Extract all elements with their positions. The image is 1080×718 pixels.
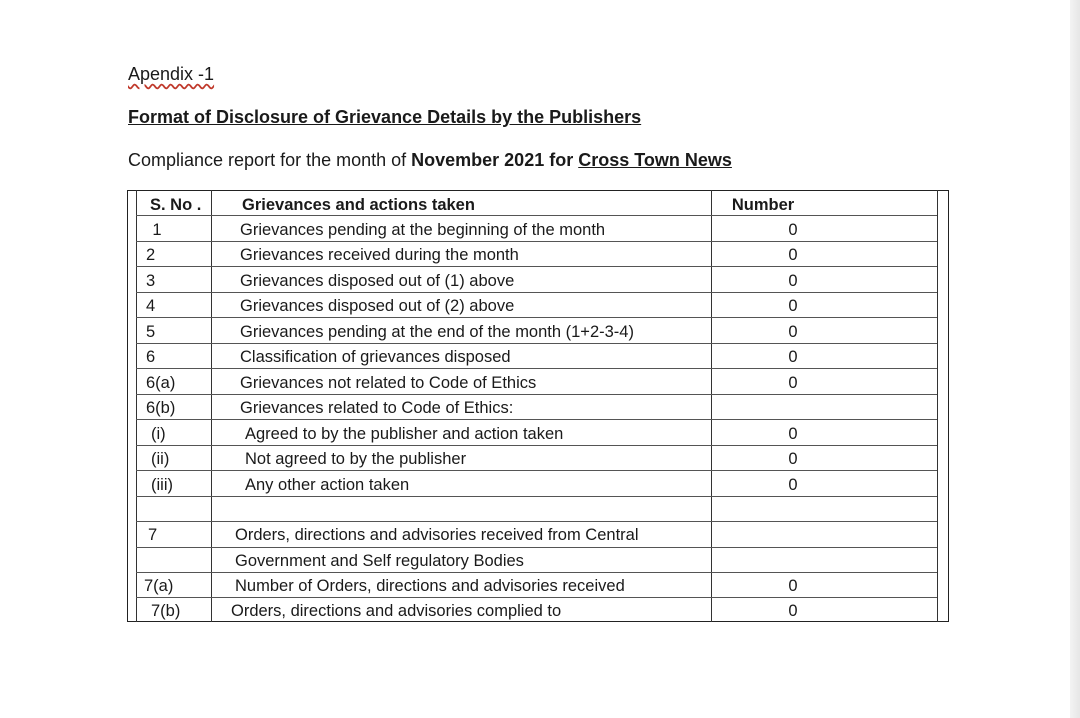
row-line	[136, 445, 937, 446]
row-6a-num: 0	[788, 374, 798, 392]
row-4-desc: Grievances disposed out of (2) above	[240, 297, 515, 315]
row-7-desc: Orders, directions and advisories received from Central	[235, 526, 639, 544]
row-6a-desc: Grievances not related to Code of Ethics	[240, 374, 537, 392]
row-line	[136, 496, 937, 497]
row-5-sno: 5	[146, 323, 156, 341]
row-line	[136, 343, 937, 344]
row-7a-desc: Number of Orders, directions and advisories received	[235, 577, 625, 595]
row-6b-ii-sno: (ii)	[151, 450, 170, 468]
row-line	[136, 547, 937, 548]
row-line	[136, 368, 937, 369]
row-line	[136, 266, 937, 267]
row-1-num: 0	[788, 221, 798, 239]
row-5-num: 0	[788, 323, 798, 341]
row-6b-iii-sno: (iii)	[151, 476, 173, 494]
row-line	[136, 521, 937, 522]
row-6-sno: 6	[146, 348, 156, 366]
row-7-sno: 7	[148, 526, 158, 544]
col-divider-inner-right	[937, 190, 938, 622]
row-1-sno: 1	[152, 221, 162, 239]
row-6-num: 0	[788, 348, 798, 366]
row-2-desc: Grievances received during the month	[240, 246, 519, 264]
row-5-desc: Grievances pending at the end of the month (1+2-3-4)	[240, 323, 634, 341]
row-7b-num: 0	[788, 602, 798, 620]
row-7a-sno: 7(a)	[144, 577, 174, 595]
header-description: Grievances and actions taken	[242, 196, 475, 214]
compliance-month: November 2021 for	[411, 150, 579, 170]
row-7b-desc: Orders, directions and advisories complied to	[231, 602, 562, 620]
row-line	[136, 241, 937, 242]
row-line	[136, 394, 937, 395]
row-3-num: 0	[788, 272, 798, 290]
row-6b-i-desc: Agreed to by the publisher and action taken	[245, 425, 564, 443]
row-4-num: 0	[788, 297, 798, 315]
row-6b-i-num: 0	[788, 425, 798, 443]
row-6b-desc: Grievances related to Code of Ethics:	[240, 399, 514, 417]
row-6b-ii-num: 0	[788, 450, 798, 468]
row-1-desc: Grievances pending at the beginning of the month	[240, 221, 606, 239]
row-3-sno: 3	[146, 272, 156, 290]
compliance-prefix: Compliance report for the month of	[128, 150, 412, 170]
publisher-name: Cross Town News	[578, 150, 732, 170]
row-4-sno: 4	[146, 297, 156, 315]
row-2-num: 0	[788, 246, 798, 264]
appendix-label: Apendix -1	[128, 64, 215, 84]
row-line	[136, 572, 937, 573]
row-7-desc-cont: Government and Self regulatory Bodies	[235, 552, 524, 570]
row-3-desc: Grievances disposed out of (1) above	[240, 272, 515, 290]
header-sno: S. No .	[150, 196, 202, 214]
document-heading: Format of Disclosure of Grievance Details by the Publishers	[128, 107, 642, 127]
row-6b-iii-desc: Any other action taken	[245, 476, 410, 494]
compliance-line	[128, 150, 732, 171]
row-6b-iii-num: 0	[788, 476, 798, 494]
row-6b-sno: 6(b)	[146, 399, 176, 417]
row-6b-i-sno: (i)	[151, 425, 166, 443]
row-line	[136, 292, 937, 293]
col-divider-inner-left	[136, 190, 137, 622]
row-line	[136, 419, 937, 420]
row-2-sno: 2	[146, 246, 156, 264]
row-7a-num: 0	[788, 577, 798, 595]
col-divider-number	[711, 190, 712, 622]
row-line	[136, 470, 937, 471]
row-6a-sno: 6(a)	[146, 374, 176, 392]
row-7b-sno: 7(b)	[151, 602, 181, 620]
header-number: Number	[731, 196, 795, 214]
row-line	[136, 597, 937, 598]
row-6-desc: Classification of grievances disposed	[240, 348, 511, 366]
page-edge	[1070, 0, 1080, 718]
row-line	[136, 317, 937, 318]
row-6b-ii-desc: Not agreed to by the publisher	[245, 450, 467, 468]
col-divider-sno	[211, 190, 212, 622]
